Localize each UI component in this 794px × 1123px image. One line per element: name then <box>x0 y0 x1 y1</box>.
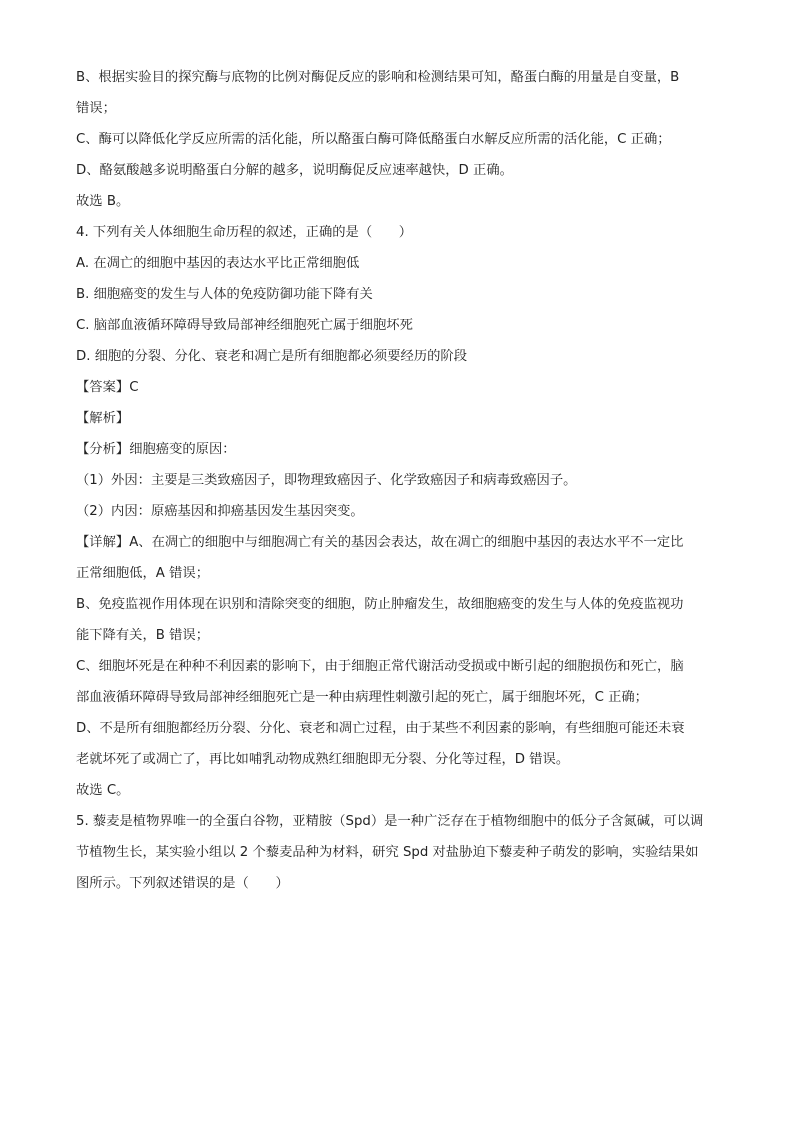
text-line: 图所示。下列叙述错误的是（ ） <box>76 876 289 891</box>
analysis-text: 细胞癌变的原因： <box>129 442 236 457</box>
detail-line <box>76 527 714 558</box>
text-line: B、根据实验目的探究酶与底物的比例对酶促反应的影响和检测结果可知，酪蛋白酶的用量是自变量，B <box>76 70 680 85</box>
option-b: B. 细胞癌变的发生与人体的免疫防御功能下降有关 <box>76 287 373 302</box>
question-stem: 5. 藜麦是植物界唯一的全蛋白谷物，亚精胺（Spd）是一种广泛存在于植物细胞中的低分子含氮碱，可以调 <box>76 814 704 829</box>
option-c: C. 脑部血液循环障碍导致局部神经细胞死亡属于细胞坏死 <box>76 318 413 333</box>
text-line: C、细胞坏死是在种种不利因素的影响下，由于细胞正常代谢活动受损或中断引起的细胞损伤和死亡，脑 <box>76 659 684 674</box>
detail-tag: 【详解】 <box>76 535 130 550</box>
text-line: （1）外因：主要是三类致癌因子，即物理致癌因子、化学致癌因子和病毒致癌因子。 <box>76 473 577 488</box>
text-line: D、酪氨酸越多说明酪蛋白分解的越多，说明酶促反应速率越快，D 正确。 <box>76 163 513 178</box>
text-line: 错误； <box>76 101 116 116</box>
text-line: 节植物生长，某实验小组以 2 个藜麦品种为材料，研究 Spd 对盐胁迫下藜麦种子萌发的影响，实验结果如 <box>76 845 699 860</box>
text-line: 故选 B。 <box>76 194 130 209</box>
option-d: D. 细胞的分裂、分化、衰老和凋亡是所有细胞都必须要经历的阶段 <box>76 349 468 364</box>
text-line: B、免疫监视作用体现在识别和清除突变的细胞，防止肿瘤发生，故细胞癌变的发生与人体的免疫监视功 <box>76 597 684 612</box>
text-line: 故选 C。 <box>76 783 130 798</box>
answer-line <box>76 372 714 403</box>
text-line: 正常细胞低，A 错误； <box>76 566 209 581</box>
analysis-line <box>76 434 714 465</box>
answer-value: C <box>129 380 139 395</box>
analysis-heading <box>76 403 714 434</box>
analysis-sub-tag: 【分析】 <box>76 442 130 457</box>
option-a: A. 在凋亡的细胞中基因的表达水平比正常细胞低 <box>76 256 360 271</box>
text-line: 能下降有关，B 错误； <box>76 628 210 643</box>
text-line: 老就坏死了或凋亡了，再比如哺乳动物成熟红细胞即无分裂、分化等过程，D 错误。 <box>76 752 570 767</box>
text-line: D、不是所有细胞都经历分裂、分化、衰老和凋亡过程，由于某些不利因素的影响，有些细胞可能还未衰 <box>76 721 685 736</box>
text-line: （2）内因：原癌基因和抑癌基因发生基因突变。 <box>76 504 364 519</box>
detail-text: A、在凋亡的细胞中与细胞凋亡有关的基因会表达，故在凋亡的细胞中基因的表达水平不一定比 <box>129 535 684 550</box>
text-line: C、酶可以降低化学反应所需的活化能，所以酪蛋白酶可降低酪蛋白水解反应所需的活化能，C 正确； <box>76 132 671 147</box>
analysis-tag: 【解析】 <box>76 411 130 426</box>
answer-tag: 【答案】 <box>76 380 130 395</box>
question-stem: 4. 下列有关人体细胞生命历程的叙述，正确的是（ ） <box>76 225 413 240</box>
text-line: 部血液循环障碍导致局部神经细胞死亡是一种由病理性刺激引起的死亡，属于细胞坏死，C 正确； <box>76 690 648 705</box>
